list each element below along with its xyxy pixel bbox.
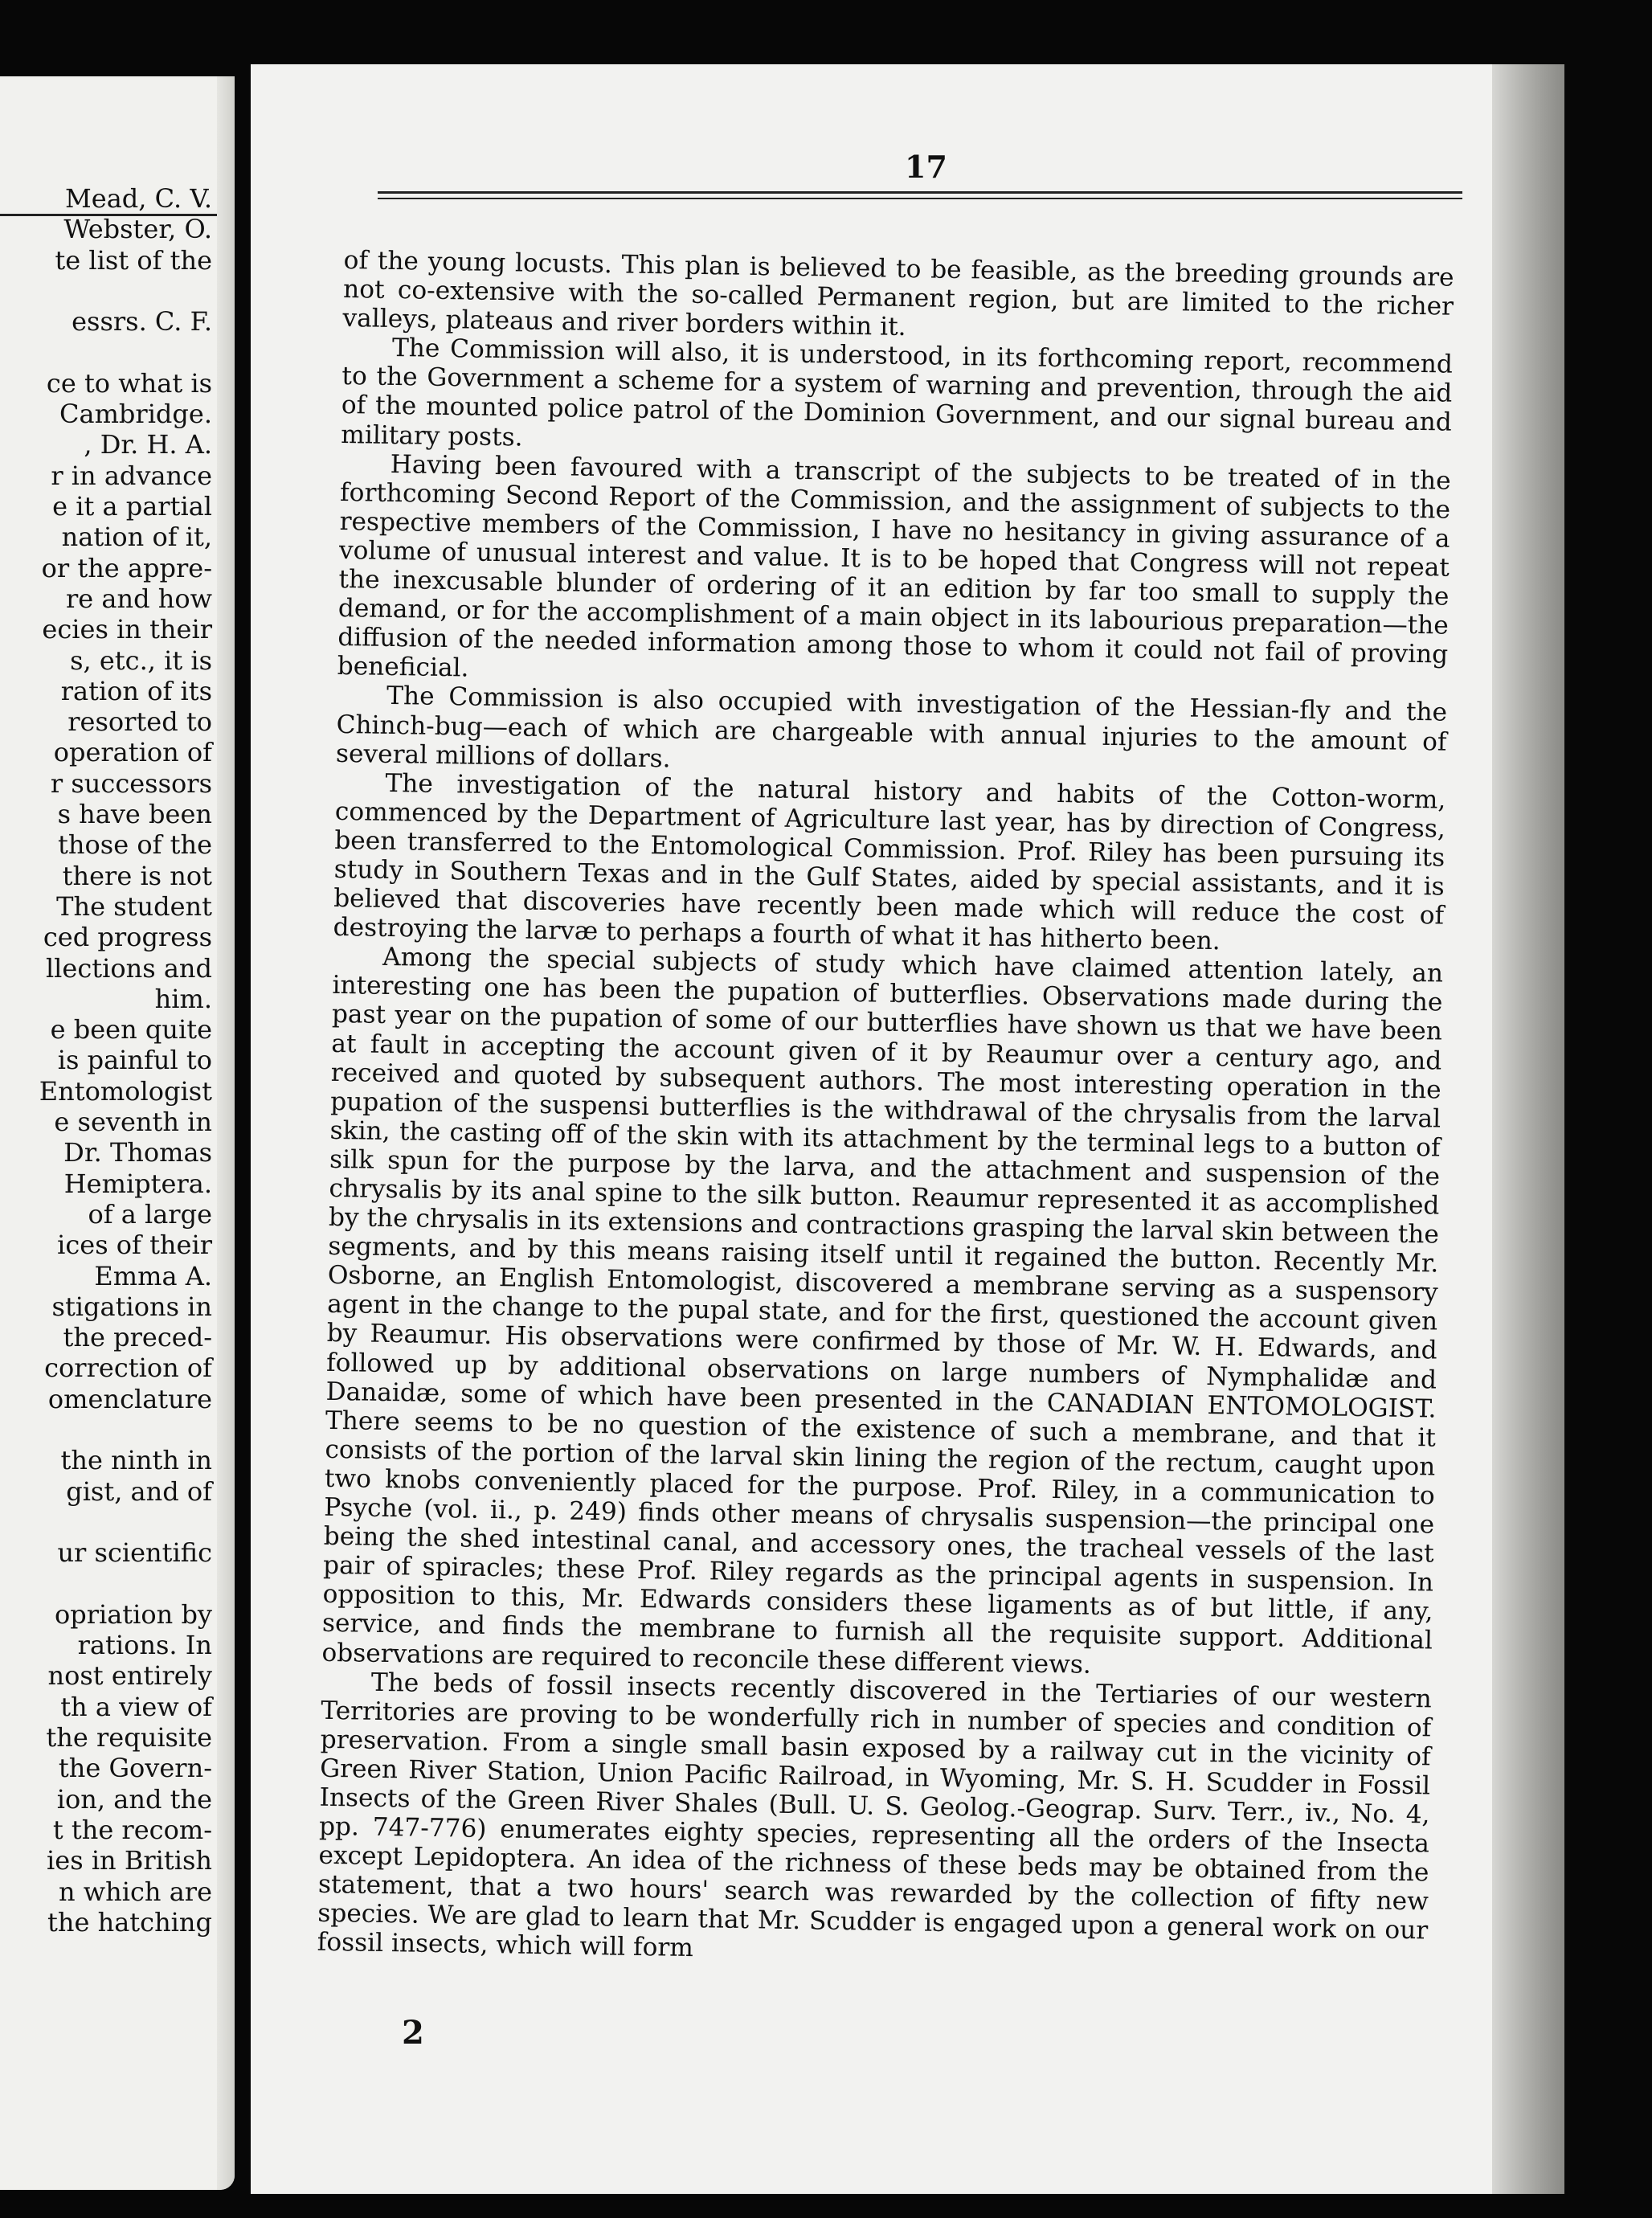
left-page-line: resorted to <box>67 706 212 737</box>
left-page-line: Cambridge. <box>59 399 212 429</box>
left-page-line: him. <box>154 984 212 1014</box>
left-page-line: essrs. C. F. <box>72 306 212 337</box>
left-page-line: Webster, O. <box>63 214 212 244</box>
left-page-line: those of the <box>58 829 212 860</box>
left-page-line: is painful to <box>57 1045 212 1075</box>
header-rule-bottom <box>378 198 1462 199</box>
left-page-line: ices of their <box>57 1230 212 1260</box>
left-page-line: nost entirely <box>47 1660 212 1691</box>
left-page-line: the requisite <box>46 1722 212 1753</box>
left-page-line: th a view of <box>60 1692 212 1722</box>
header-rule-top <box>378 191 1462 194</box>
left-page-line: s have been <box>57 799 212 829</box>
left-page-fragment <box>0 76 235 2190</box>
left-page-line: or the appre- <box>41 553 212 583</box>
left-page-line: ecies in their <box>42 614 212 645</box>
left-page-line: opriation by <box>54 1599 212 1630</box>
left-page-line: s, etc., it is <box>70 645 212 676</box>
left-page-line: t the recom- <box>52 1815 212 1845</box>
left-page-line: e it a partial <box>52 491 212 522</box>
left-page-line: The student <box>56 891 212 922</box>
left-page-line: ration of its <box>60 676 212 706</box>
left-page-line: n which are <box>58 1876 212 1907</box>
left-page-line: r in advance <box>51 460 212 491</box>
left-page-line: ced progress <box>43 922 212 952</box>
left-page-line: omenclature <box>47 1384 212 1414</box>
left-page-line: ies in British <box>47 1845 212 1876</box>
paragraph: The Commission is also occupied with investigation of the Hessian-fly and the Chinch-bug—each of which are chargeable with annual injuries to the amount of several millions of dollars. <box>335 681 1448 774</box>
left-page-line: Entomologist <box>39 1076 212 1107</box>
left-page-line: te list of the <box>55 245 212 276</box>
paragraph: The investigation of the natural history and habits of the Cotton-worm, commenced by the Department of Agriculture last year, has by direction of Congress, been transferred to the Entomological Commission. Prof. Riley has been pursuing its study in Southern Texas and in the Gulf States, aided by special assistants, and it is believed that discoveries have recently been made which will reduce the cost of destroying the larvæ to perhaps a fourth of what it has hitherto been. <box>333 768 1446 956</box>
left-page-line: Dr. Thomas <box>63 1137 212 1168</box>
left-page-line: llections and <box>45 953 212 984</box>
left-page-line: ur scientific <box>57 1537 212 1568</box>
left-page-line: nation of it, <box>61 522 212 552</box>
left-page-line: correction of <box>44 1352 212 1383</box>
left-page-line: re and how <box>65 583 212 614</box>
left-page-line: of a large <box>88 1199 212 1230</box>
left-page-line: the hatching <box>47 1907 212 1938</box>
paragraph: Having been favoured with a transcript of the subjects to be treated of in the forthcoming Second Report of the Commission, and the assignment of subjects to the respective members of the Commission, I have no hesitancy in giving assurance of a volume of unusual interest and value. It is to be hoped that Congress will not repeat the inexcusable blunder of ordering of it an edition by far too small to supply the demand, or for the accomplishment of a main object in its labourious preparation—the diffusion of the needed information among those to whom it could not fail of proving beneficial. <box>337 449 1451 683</box>
left-page-line: Mead, C. V. <box>65 183 212 214</box>
paragraph: Among the special subjects of study which have claimed attention lately, an interesting one has been the pupation of butterflies. Observations made during the past year on the pupation of some of our butterflies have shown us that we have been at fault in accepting the account given of it by Reaumur over a century ago, and received and quoted by subsequent authors. The most interesting operation in the pupation of the suspensi butterflies is the withdrawal of the chrysalis from the larval skin, the casting off of the skin with its attachment by the terminal legs to a button of silk spun for the purpose by the larva, and the attachment and suspension of the chrysalis by its anal spine to the silk button. Reaumur represented it as accomplished by the chrysalis in its extensions and contractions grasping the larval skin between the segments, and by this means raising itself until it regained the button. Recently Mr. Osborne, an English Entomologist, discovered a membrane serving as a suspensory agent in the change to the pupal state, and for the first, questioned the account given by Reaumur. His observations were confirmed by those of Mr. W. H. Edwards, and followed up by additional observations on large numbers of Nymphalidæ and Danaidæ, some of which have been presented in the CANADIAN ENTOMOLOGIST. There seems to be no question of the existence of such a membrane, and that it consists of the portion of the larval skin lining the region of the rectum, caught upon two knobs conveniently placed for the purpose. Prof. Riley, in a communication to Psyche (vol. ii., p. 249) finds other means of chrysalis suspension—the principal one being the shed intestinal canal, and accessory ones, the tracheal vessels of the last pair of spiracles; these Prof. Riley regards as the principal agents in suspension. In opposition to this, Mr. Edwards considers these ligaments as of but little, if any, service, and finds the membrane to furnish all the requisite support. Additional observations are required to reconcile these different views. <box>321 943 1444 1680</box>
article-body <box>317 246 1454 1975</box>
left-page-line: ion, and the <box>56 1784 212 1815</box>
left-page-line: stigations in <box>51 1291 212 1322</box>
left-page-line: ce to what is <box>46 368 212 399</box>
left-page-line: Emma A. <box>94 1261 212 1291</box>
left-page-line: , Dr. H. A. <box>84 429 212 460</box>
left-page-line: the preced- <box>63 1322 212 1352</box>
page-fold <box>217 76 235 2190</box>
left-page-line: gist, and of <box>66 1476 212 1507</box>
left-page-line: e seventh in <box>54 1107 212 1137</box>
left-page-line: rations. In <box>77 1630 212 1660</box>
left-page-line: r successors <box>50 768 212 799</box>
left-page-line: there is not <box>62 861 212 891</box>
left-page-line: Hemiptera. <box>63 1168 212 1199</box>
paragraph: The beds of fossil insects recently discovered in the Tertiaries of our western Territories are proving to be wonderfully rich in number of species and condition of preservation. From a single small basin exposed by a railway cut in the vicinity of Green River Station, Union Pacific Railroad, in Wyoming, Mr. S. H. Scudder in Fossil Insects of the Green River Shales (Bull. U. S. Geolog.-Geograp. Surv. Terr., iv., No. 4, pp. 747-776) enumerates eighty species, representing all the orders of the Insecta except Lepidoptera. An idea of the richness of these beds may be obtained from the statement, that a two hours' search was rewarded by the collection of fifty new species. We are glad to learn that Mr. Scudder is engaged upon a general work on our fossil insects, which will form <box>317 1668 1433 1963</box>
signature-mark: 2 <box>402 2014 424 2052</box>
left-page-line: the Govern- <box>58 1753 212 1783</box>
left-page-line: the ninth in <box>60 1445 212 1475</box>
left-page-line: e been quite <box>50 1014 212 1045</box>
left-page-line: operation of <box>53 737 212 767</box>
paragraph: The Commission will also, it is understood, in its forthcoming report, recommend to the Government a scheme for a system of warning and prevention, through the aid of the mounted police patrol of the Dominion Government, and our signal bureau and military posts. <box>341 334 1454 452</box>
page-number: 17 <box>905 149 947 185</box>
paragraph: of the young locusts. This plan is believed to be feasible, as the breeding grounds are not co-extensive with the so-called Permanent region, but are limited to the richer valleys, plateaus and river borders within it. <box>342 246 1454 342</box>
page-edge <box>1492 64 1564 2194</box>
